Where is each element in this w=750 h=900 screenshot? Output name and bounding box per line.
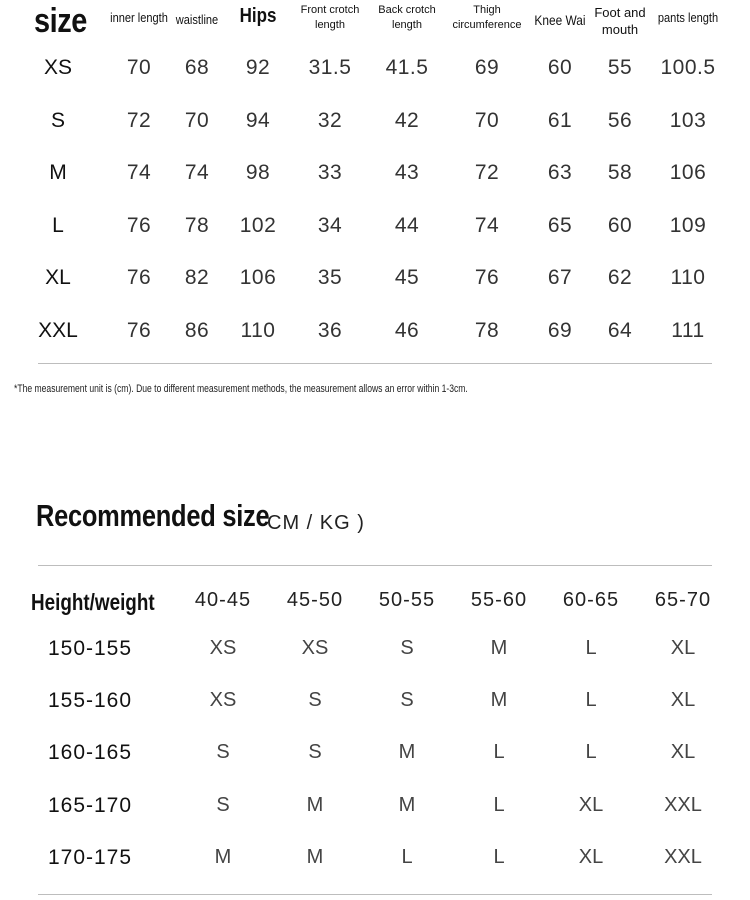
size-table-header-cell: Front crotch length: [300, 4, 360, 31]
size-table-cell: 98: [245, 161, 271, 184]
size-table-cell: 67: [547, 266, 573, 289]
size-table-header-cell: Knee Wai: [534, 12, 586, 28]
recommended-size-cell: XXL: [664, 794, 702, 816]
recommended-size-cell: XS: [209, 689, 237, 711]
size-table-cell: 70: [474, 109, 500, 132]
recommended-size-cell: L: [493, 794, 505, 816]
size-table-cell: 55: [607, 56, 633, 79]
recommended-size-cell: XS: [209, 637, 237, 659]
recommended-size-cell: L: [493, 741, 505, 763]
recommended-size-cell: S: [216, 741, 230, 763]
recommended-top-divider: [38, 565, 712, 566]
size-table-cell: 62: [607, 266, 633, 289]
weight-range-header: 45-50: [286, 589, 344, 611]
size-table-cell: 70: [126, 56, 152, 79]
recommended-size-cell: L: [585, 637, 597, 659]
size-table-cell: 74: [126, 161, 152, 184]
size-table-cell: 76: [474, 266, 500, 289]
recommended-size-cell: L: [401, 846, 413, 868]
size-table-cell: 46: [394, 319, 420, 342]
size-table-cell: 102: [239, 214, 277, 237]
size-table-cell: 76: [126, 214, 152, 237]
size-table-row-label: XL: [45, 266, 71, 289]
size-table-cell: 111: [671, 319, 705, 342]
size-table-cell: 35: [317, 266, 343, 289]
size-table-cell: 86: [184, 319, 210, 342]
size-table-header-cell: inner length: [110, 10, 168, 25]
recommended-size-cell: XL: [578, 846, 604, 868]
size-table-cell: 72: [126, 109, 152, 132]
size-table-cell: 82: [184, 266, 210, 289]
size-table-cell: 70: [184, 109, 210, 132]
recommended-size-cell: M: [490, 637, 508, 659]
size-table-header-cell: Thigh circumference: [452, 4, 522, 31]
recommended-size-cell: M: [398, 741, 416, 763]
size-table-cell: 60: [607, 214, 633, 237]
height-range-label: 160-165: [47, 741, 133, 764]
recommended-title: Recommended size: [36, 498, 270, 533]
size-table-divider: [38, 363, 712, 364]
size-table-cell: 74: [184, 161, 210, 184]
weight-range-header: 40-45: [194, 589, 252, 611]
size-table-header-cell: Hips: [239, 5, 277, 27]
size-table-cell: 106: [239, 266, 277, 289]
recommended-size-cell: M: [214, 846, 232, 868]
recommended-size-cell: XXL: [664, 846, 702, 868]
size-table-cell: 65: [547, 214, 573, 237]
recommended-size-cell: M: [398, 794, 416, 816]
size-table-header-cell: Foot and mouth: [594, 5, 646, 37]
size-table-cell: 33: [317, 161, 343, 184]
size-table-cell: 68: [184, 56, 210, 79]
size-table-cell: 60: [547, 56, 573, 79]
weight-range-header: 55-60: [470, 589, 528, 611]
size-table-cell: 36: [317, 319, 343, 342]
size-table-row-label: L: [52, 214, 64, 237]
weight-range-header: 65-70: [654, 589, 712, 611]
size-table-cell: 32: [317, 109, 343, 132]
recommended-unit: CM / KG ): [267, 512, 365, 534]
size-table-cell: 109: [669, 214, 707, 237]
recommended-size-cell: M: [306, 794, 324, 816]
recommended-size-cell: S: [216, 794, 230, 816]
size-table-row-label: XXL: [38, 319, 78, 342]
height-range-label: 170-175: [47, 846, 133, 869]
size-table-cell: 110: [240, 319, 276, 342]
size-table-cell: 106: [669, 161, 707, 184]
recommended-size-cell: S: [400, 689, 414, 711]
size-table-cell: 69: [474, 56, 500, 79]
size-table-row-label: S: [50, 109, 66, 132]
height-range-label: 165-170: [47, 794, 133, 817]
size-table-cell: 42: [394, 109, 420, 132]
measurement-note: *The measurement unit is (cm). Due to different measurement methods, the measurement allows an error within 1-3cm.: [14, 383, 468, 395]
recommended-size-cell: S: [308, 741, 322, 763]
size-table-cell: 78: [184, 214, 210, 237]
size-table-cell: 44: [394, 214, 420, 237]
recommended-size-cell: L: [585, 689, 597, 711]
size-table-cell: 45: [394, 266, 420, 289]
size-table-cell: 58: [607, 161, 633, 184]
size-table-cell: 103: [669, 109, 707, 132]
recommended-size-cell: S: [308, 689, 322, 711]
weight-range-header: 50-55: [378, 589, 436, 611]
recommended-bottom-divider: [38, 894, 712, 895]
height-range-label: 155-160: [47, 689, 133, 712]
size-table-row-label: XS: [43, 56, 73, 79]
recommended-size-cell: M: [490, 689, 508, 711]
size-table-cell: 100.5: [660, 56, 716, 79]
size-table-cell: 56: [607, 109, 633, 132]
size-table-row-label: M: [49, 161, 67, 184]
size-table-cell: 72: [474, 161, 500, 184]
recommended-size-cell: XL: [670, 741, 696, 763]
size-table-cell: 34: [317, 214, 343, 237]
size-table-cell: 78: [474, 319, 500, 342]
size-table-cell: 43: [394, 161, 420, 184]
size-table-cell: 41.5: [385, 56, 429, 79]
size-table-cell: 76: [126, 266, 152, 289]
size-table-cell: 31.5: [308, 56, 352, 79]
recommended-size-cell: S: [400, 637, 414, 659]
recommended-size-cell: XL: [670, 689, 696, 711]
size-table-cell: 92: [245, 56, 271, 79]
size-table-cell: 69: [547, 319, 573, 342]
size-table-cell: 94: [245, 109, 271, 132]
recommended-size-cell: XL: [578, 794, 604, 816]
recommended-size-cell: XS: [301, 637, 329, 659]
recommended-size-cell: L: [493, 846, 505, 868]
size-table-header-cell: pants length: [657, 10, 719, 25]
size-table-header-cell: waistline: [175, 12, 219, 27]
recommended-corner-label: Height/weight: [31, 589, 155, 615]
size-table-cell: 64: [607, 319, 633, 342]
weight-range-header: 60-65: [562, 589, 620, 611]
size-table-cell: 74: [474, 214, 500, 237]
height-range-label: 150-155: [47, 637, 133, 660]
size-table-cell: 76: [126, 319, 152, 342]
size-table-cell: 110: [670, 266, 706, 289]
recommended-size-cell: L: [585, 741, 597, 763]
size-table-corner-label: size: [34, 2, 87, 40]
size-table-cell: 63: [547, 161, 573, 184]
recommended-size-cell: M: [306, 846, 324, 868]
size-table-header-cell: Back crotch length: [378, 4, 436, 31]
size-table-cell: 61: [547, 109, 573, 132]
recommended-size-cell: XL: [670, 637, 696, 659]
